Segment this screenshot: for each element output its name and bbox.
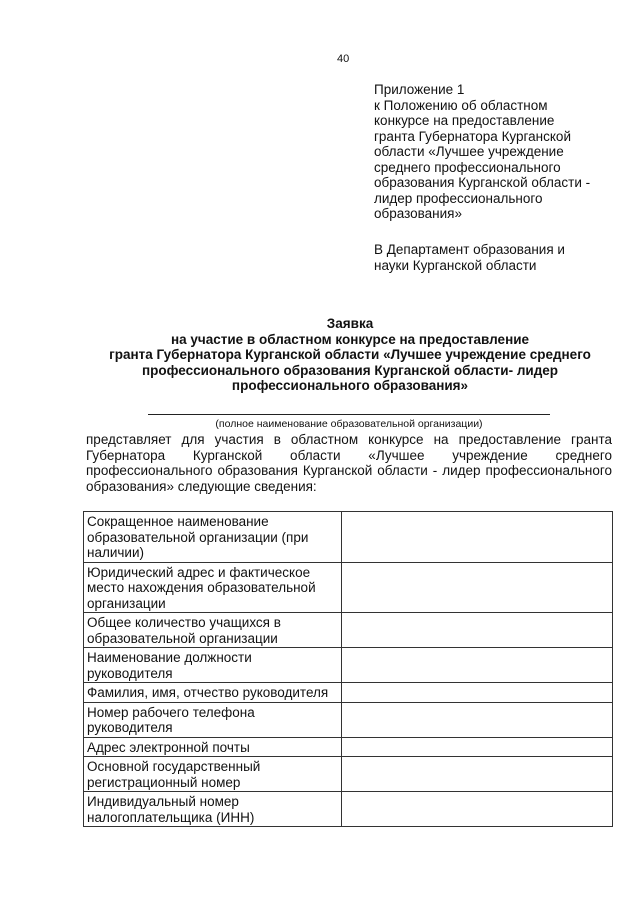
org-name-line <box>148 414 550 415</box>
table-row <box>84 702 613 737</box>
field-label: Фамилия, имя, отчество руководителя <box>84 683 342 703</box>
appendix-block <box>374 82 624 222</box>
title-line: Заявка <box>326 316 374 331</box>
table-row <box>84 512 613 563</box>
title-line: гранта Губернатора Курганской области «Лучшее учреждение среднего <box>109 347 591 362</box>
field-value[interactable] <box>342 613 613 648</box>
field-label: Юридический адрес и фактическое место нахождения образовательной организации <box>84 562 342 613</box>
field-label: Номер рабочего телефона руководителя <box>84 702 342 737</box>
table-row <box>84 613 613 648</box>
table-row <box>84 683 613 703</box>
field-value[interactable] <box>342 792 613 827</box>
field-label: Основной государственный регистрационный номер <box>84 757 342 792</box>
page-number: 40 <box>337 53 350 65</box>
appendix-heading: Приложение 1 <box>374 82 465 97</box>
field-label: Наименование должности руководителя <box>84 648 342 683</box>
table-row <box>84 737 613 757</box>
application-form-table <box>83 511 613 827</box>
field-label: Индивидуальный номер налогоплательщика (ИНН) <box>84 792 342 827</box>
recipient: В Департамент образования и науки Курганской области <box>374 242 565 273</box>
field-value[interactable] <box>342 648 613 683</box>
field-value[interactable] <box>342 562 613 613</box>
field-label: Общее количество учащихся в образовательной организации <box>84 613 342 648</box>
field-label: Сокращенное наименование образовательной организации (при наличии) <box>84 512 342 563</box>
title-line: профессионального образования Курганской области- лидер <box>141 362 559 378</box>
intro-paragraph: представляет для участия в областном конкурсе на предоставление гранта Губернатора Курганской области «Лучшее учреждение среднего профессионального образования Курганской области - лидер профессионального образования» следующие сведения: <box>86 432 612 494</box>
title-line: профессионального образования» <box>231 378 469 393</box>
field-value[interactable] <box>342 512 613 563</box>
document-title <box>60 316 640 394</box>
field-value[interactable] <box>342 702 613 737</box>
table-row <box>84 757 613 792</box>
field-value[interactable] <box>342 737 613 757</box>
field-value[interactable] <box>342 757 613 792</box>
table-row <box>84 562 613 613</box>
field-label: Адрес электронной почты <box>84 737 342 757</box>
table-row <box>84 792 613 827</box>
title-line: на участие в областном конкурсе на предоставление <box>170 331 530 347</box>
table-row <box>84 648 613 683</box>
org-name-caption: (полное наименование образовательной организации) <box>215 418 483 430</box>
field-value[interactable] <box>342 683 613 703</box>
appendix-body: к Положению об областном конкурсе на предоставление гранта Губернатора Курганской области «Лучшее учреждение среднего профессионального образования Курганской области - лидер профессионального образования» <box>374 97 591 221</box>
